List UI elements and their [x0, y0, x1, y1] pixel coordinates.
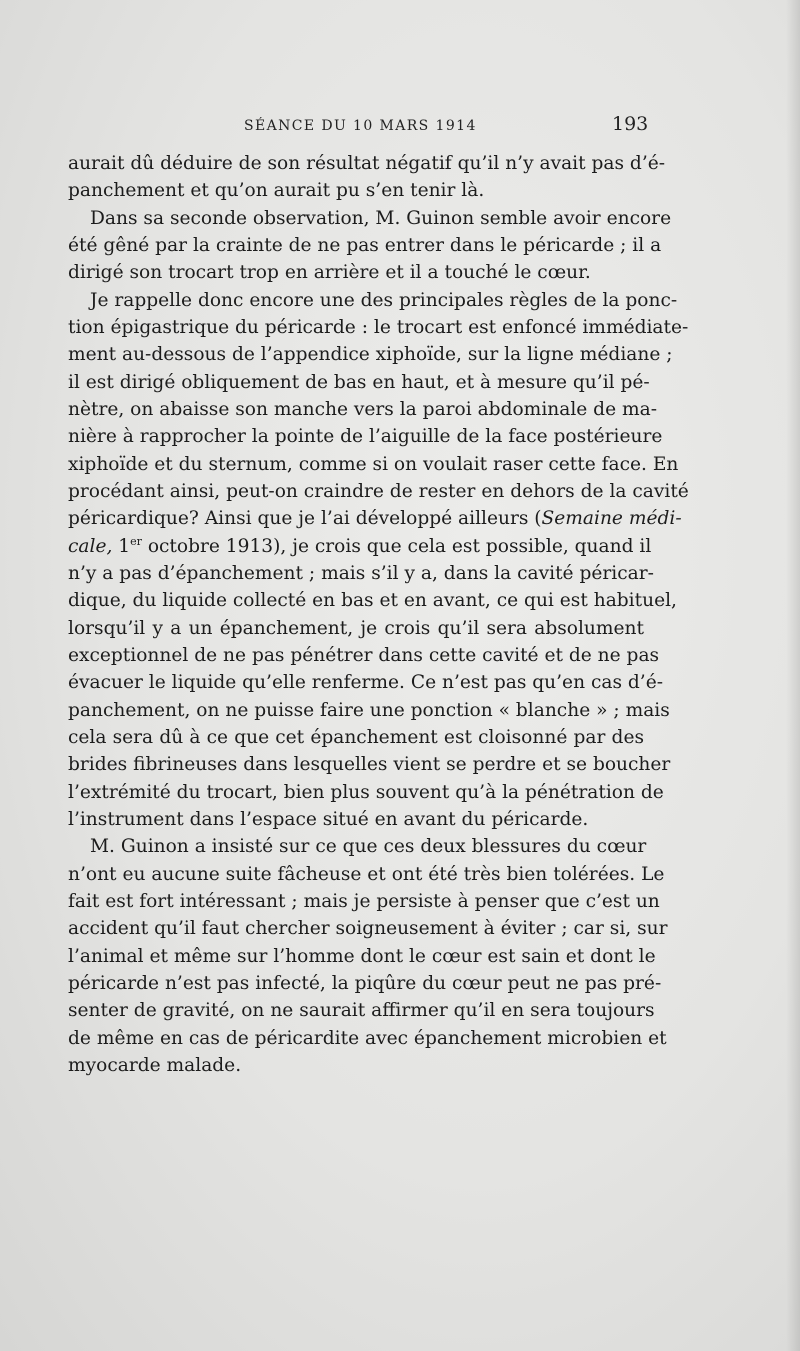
text-line	[68, 560, 654, 587]
text-line	[68, 314, 689, 341]
text-segment: nètre, on abaisse son manche vers la paroi abdominale de ma-	[68, 398, 657, 420]
text-line	[68, 970, 662, 997]
text-segment: n’ont eu aucune suite fâcheuse et ont été très bien tolérées. Le	[68, 863, 665, 885]
text-segment: procédant ainsi, peut-on craindre de rester en dehors de la cavité	[68, 480, 689, 502]
text-line	[68, 150, 666, 177]
body-text	[68, 150, 689, 1079]
text-segment: été gêné par la crainte de ne pas entrer dans le péricarde ; il a	[68, 234, 662, 256]
text-line	[68, 615, 644, 642]
text-line	[68, 724, 644, 751]
text-line	[68, 287, 678, 314]
text-line	[68, 505, 682, 532]
text-line	[68, 259, 644, 286]
text-segment: il est dirigé obliquement de bas en haut, et à mesure qu’il pé-	[68, 371, 650, 393]
text-line	[68, 997, 655, 1024]
text-segment: ment au-dessous de l’appendice xiphoïde, sur la ligne médiane ;	[68, 344, 673, 366]
text-line	[68, 451, 679, 478]
text-segment: 1	[112, 535, 131, 557]
text-line	[68, 423, 663, 450]
text-line	[68, 232, 662, 259]
text-segment: aurait dû déduire de son résultat négatif qu’il n’y avait pas d’é-	[68, 153, 666, 174]
text-segment: de même en cas de péricardite avec épanchement microbien et	[68, 1027, 667, 1049]
text-segment: exceptionnel de ne pas pénétrer dans cette cavité et de ne pas	[68, 644, 660, 666]
text-line	[68, 779, 664, 806]
text-segment: octobre 1913), je crois que cela est possible, quand il	[141, 535, 652, 557]
text-line	[68, 888, 660, 915]
text-line	[68, 205, 672, 232]
text-line	[68, 833, 647, 860]
text-line	[68, 1025, 667, 1052]
text-line	[68, 915, 668, 942]
text-segment: Semaine médi-	[541, 508, 682, 530]
text-line	[68, 943, 656, 970]
text-segment: l’animal et même sur l’homme dont le cœur est sain et dont le	[68, 945, 656, 967]
text-segment: tion épigastrique du péricarde : le trocart est enfoncé immédiate-	[68, 316, 689, 338]
text-segment: lorsqu’il y a un épanchement, je crois qu’il sera absolument	[68, 617, 644, 639]
text-segment: panchement, on ne puisse faire une ponction « blanche » ; mais	[68, 699, 670, 721]
text-line	[68, 1052, 644, 1079]
text-segment: M. Guinon a insisté sur ce que ces deux blessures du cœur	[90, 836, 647, 858]
text-segment: dique, du liquide collecté en bas et en avant, ce qui est habituel,	[68, 590, 677, 612]
text-segment: myocarde malade.	[68, 1054, 242, 1076]
text-line	[68, 396, 657, 423]
text-segment: dirigé son trocart trop en arrière et il a touché le cœur.	[68, 262, 591, 284]
text-segment: accident qu’il faut chercher soigneusement à éviter ; car si, sur	[68, 918, 668, 940]
text-segment: péricardique? Ainsi que je l’ai développé ailleurs (	[68, 508, 542, 530]
text-line	[68, 533, 652, 560]
text-segment: xiphoïde et du sternum, comme si on voulait raser cette face. En	[68, 453, 679, 475]
text-line	[68, 478, 689, 505]
text-line	[68, 369, 650, 396]
text-segment: brides fibrineuses dans lesquelles vient se perdre et se boucher	[68, 754, 671, 776]
text-line	[68, 642, 660, 669]
text-line	[68, 751, 671, 778]
text-segment: cela sera dû à ce que cet épanchement est cloisonné par des	[68, 726, 644, 748]
text-segment: Dans sa seconde observation, M. Guinon semble avoir encore	[90, 207, 672, 229]
text-line	[68, 806, 644, 833]
page-number: 193	[612, 113, 649, 135]
text-line	[68, 669, 663, 696]
text-line	[68, 177, 644, 204]
text-segment: péricarde n’est pas infecté, la piqûre du cœur peut ne pas pré-	[68, 972, 662, 994]
text-segment: l’instrument dans l’espace situé en avant du péricarde.	[68, 808, 589, 830]
text-segment: fait est fort intéressant ; mais je persiste à penser que c’est un	[68, 890, 660, 912]
text-line	[68, 341, 673, 368]
text-segment: er	[130, 534, 142, 548]
text-segment: senter de gravité, on ne saurait affirmer qu’il en sera toujours	[68, 1000, 655, 1022]
text-segment: Je rappelle donc encore une des principales règles de la ponc-	[90, 289, 678, 311]
text-line	[68, 861, 665, 888]
text-line	[68, 587, 677, 614]
page-edge-shadow	[786, 0, 800, 1351]
text-segment: nière à rapprocher la pointe de l’aiguille de la face postérieure	[68, 426, 663, 448]
running-head: SÉANCE DU 10 MARS 1914	[244, 118, 477, 134]
text-segment: n’y a pas d’épanchement ; mais s’il y a, dans la cavité péricar-	[68, 562, 654, 584]
text-segment: évacuer le liquide qu’elle renferme. Ce n’est pas qu’en cas d’é-	[68, 672, 663, 694]
text-segment: cale,	[68, 535, 113, 557]
text-line	[68, 697, 670, 724]
text-segment: panchement et qu’on aurait pu s’en tenir là.	[68, 180, 485, 202]
text-segment: l’extrémité du trocart, bien plus souvent qu’à la pénétration de	[68, 781, 664, 803]
